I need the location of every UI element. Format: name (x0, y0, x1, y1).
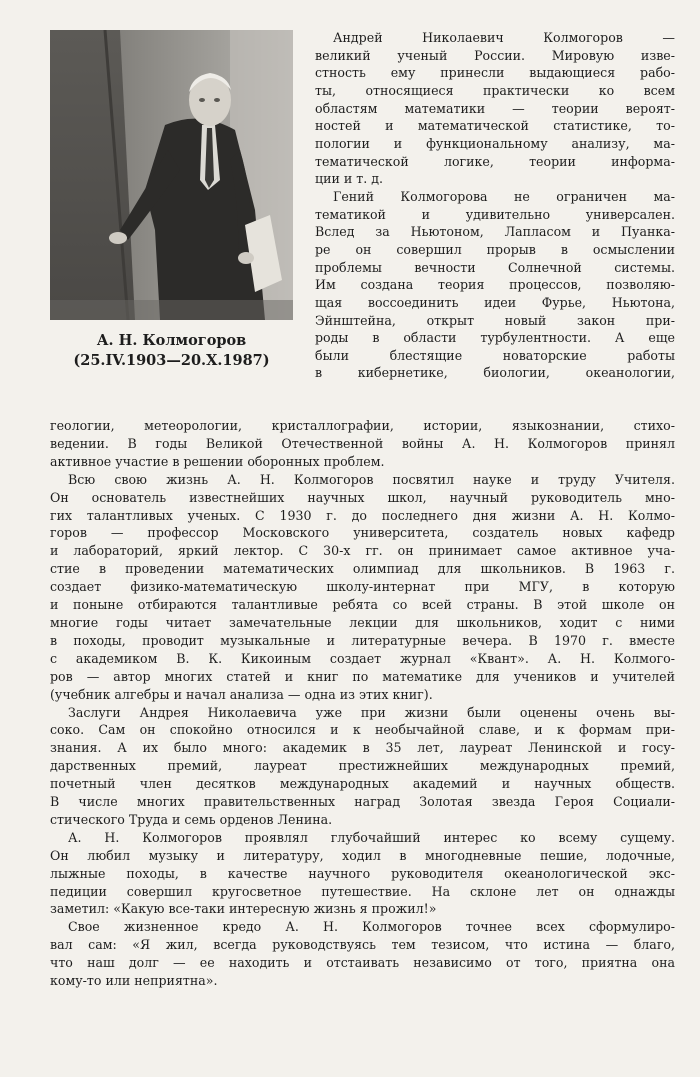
paragraph-6 (50, 918, 675, 990)
text-line: ров — автор многих статей и книг по математике для учеников и учителей (50, 668, 675, 684)
text-line: создает физико-математическую школу-интернат при МГУ, в которую (50, 579, 675, 595)
text-line: активное участие в решении оборонных проблем. (50, 453, 385, 469)
portrait-illustration (50, 30, 293, 320)
text-line: щая воссоединить идеи Фурье, Ньютона, (315, 294, 675, 310)
text-line: и лабораторий, яркий лектор. С 30-х гг. он принимает самое активное уча- (50, 543, 675, 559)
text-line: вал сам: «Я жил, всегда руководствуясь тем тезисом, что истина — благо, (50, 937, 675, 953)
text-line: роды в области турбулентности. А еще (315, 330, 675, 346)
text-line: (учебник алгебры и начал анализа — одна из этих книг). (50, 686, 433, 702)
text-line: В числе многих правительственных наград Золотая звезда Героя Социали- (50, 794, 675, 810)
text-line: и поныне отбираются талантливые ребята со всей страны. В этой школе он (50, 597, 675, 613)
text-line: областям математики — теории вероят- (315, 100, 675, 116)
text-line: Андрей Николаевич Колмогоров — (333, 30, 675, 45)
text-line: стие в проведении математических олимпиад для школьников. В 1963 г. (50, 561, 675, 577)
text-line: проблемы вечности Солнечной системы. (315, 259, 675, 275)
paragraph-2 (315, 188, 675, 382)
text-line: Эйнштейна, открыт новый закон при- (315, 312, 675, 328)
text-line: Он любил музыку и литературу, ходил в многодневные пешие, лодочные, (50, 847, 675, 863)
text-line: стность ему принесли выдающиеся рабо- (315, 65, 675, 81)
full-width-text (50, 417, 675, 990)
text-line: были блестящие новаторские работы (315, 347, 675, 363)
paragraph-1 (315, 29, 675, 188)
text-line: ре он совершил прорыв в осмыслении (315, 241, 675, 257)
text-line: знания. А их было много: академик в 35 лет, лауреат Ленинской и госу- (50, 740, 675, 756)
paragraph-5 (50, 829, 675, 919)
text-line: заметил: «Какую все-таки интересную жизнь я прожил!» (50, 901, 437, 917)
text-line: горов — профессор Московского университета, создатель новых кафедр (50, 525, 675, 541)
text-line: геологии, метеорологии, кристаллографии, истории, языкознании, стихо- (50, 418, 675, 433)
text-line: Вслед за Ньютоном, Лапласом и Пуанка- (315, 224, 675, 240)
text-line: педиции совершил кругосветное путешествие. На склоне лет он однажды (50, 883, 675, 899)
text-line: лыжные походы, в качестве научного руководителя океанологической экс- (50, 865, 675, 881)
text-line: стического Труда и семь орденов Ленина. (50, 811, 333, 827)
caption-name: А. Н. Колмогоров (96, 332, 247, 349)
text-line: Он основатель известнейших научных школ, научный руководитель мно- (50, 489, 675, 505)
text-line: великий ученый России. Мировую изве- (315, 47, 675, 63)
text-line: Заслуги Андрея Николаевича уже при жизни были оценены очень вы- (68, 704, 675, 720)
text-line: кому-то или неприятна». (50, 973, 218, 989)
text-line: многие годы читает замечательные лекции для школьников, ходит с ними (50, 614, 675, 630)
text-line: в кибернетике, биологии, океанологии, (315, 365, 675, 381)
text-line: почетный член десятков международных академий и научных обществ. (50, 776, 675, 792)
paragraph-3 (50, 471, 675, 704)
text-line: тематикой и удивительно универсален. (315, 206, 675, 222)
text-line: соко. Сам он спокойно относился и к необычайной славе, и к формам при- (50, 722, 675, 738)
text-line: А. Н. Колмогоров проявлял глубочайший интерес ко всему сущему. (68, 829, 675, 845)
kolmogorov-portrait-photo (50, 30, 293, 320)
portrait-caption (50, 331, 293, 371)
right-column-text (315, 29, 675, 382)
text-line: Всю свою жизнь А. Н. Колмогоров посвятил науке и труду Учителя. (68, 471, 675, 487)
text-line: с академиком В. К. Кикоиным создает журнал «Квант». А. Н. Колмого- (50, 650, 675, 666)
text-line: что наш долг — ее находить и отстаивать независимо от того, приятна она (50, 955, 675, 971)
text-line: пологии и функциональному анализу, ма- (315, 135, 675, 151)
paragraph-4 (50, 704, 675, 829)
text-line: дарственных премий, лауреат престижнейших международных премий, (50, 758, 675, 774)
caption-dates: (25.IV.1903—20.X.1987) (73, 352, 270, 369)
text-line: в походы, проводит музыкальные и литературные вечера. В 1970 г. вместе (50, 632, 675, 648)
paragraph-2-continued (50, 417, 675, 471)
text-line: Свое жизненное кредо А. Н. Колмогоров точнее всех сформулиро- (68, 919, 675, 935)
text-line: Гений Колмогорова не ограничен ма- (333, 188, 675, 204)
text-line: ции и т. д. (315, 171, 384, 187)
text-line: тематической логике, теории информа- (315, 153, 675, 169)
text-line: ведении. В годы Великой Отечественной войны А. Н. Колмогоров принял (50, 435, 675, 451)
text-line: гих талантливых ученых. С 1930 г. до последнего дня жизни А. Н. Колмо- (50, 507, 675, 523)
text-line: Им создана теория процессов, позволяю- (315, 277, 675, 293)
text-line: ностей и математической статистике, то- (315, 118, 675, 134)
text-line: ты, относящиеся практически ко всем (315, 82, 675, 98)
